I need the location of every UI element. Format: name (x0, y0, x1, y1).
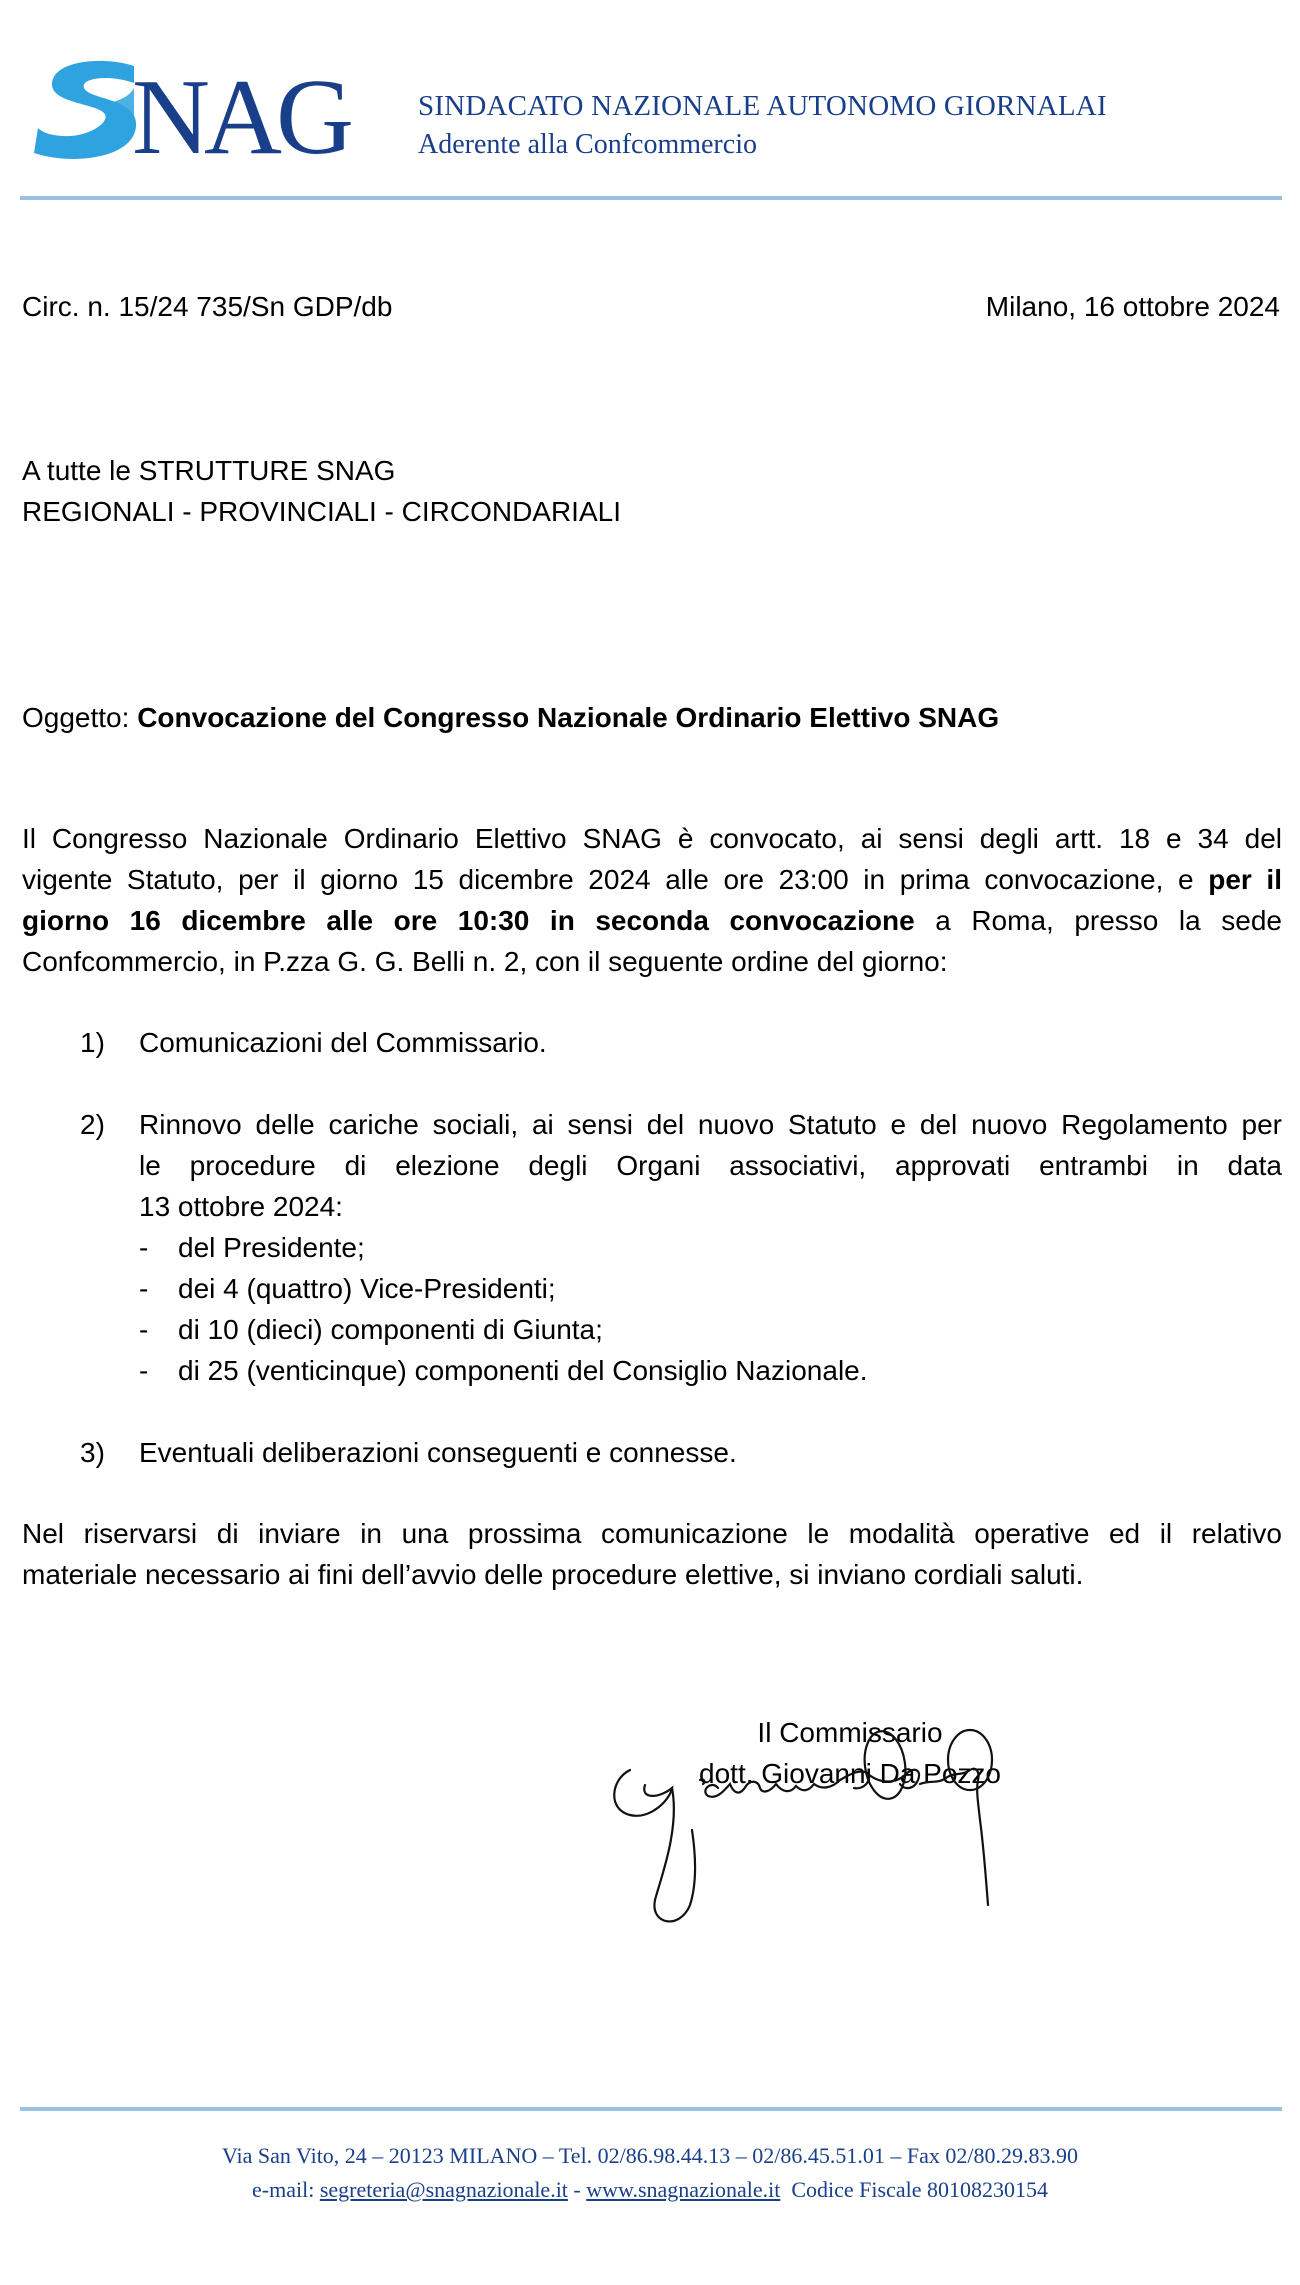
agenda-item-1: Comunicazioni del Commissario. (139, 1027, 547, 1058)
sub-item: di 25 (venticinque) componenti del Consiglio Nazionale. (178, 1355, 868, 1386)
body-line-2-plain: vigente Statuto, per il giorno 15 dicembre 2024 alle ore 23:00 in prima convocazione, e (22, 864, 1209, 895)
body-line-2 (22, 859, 1282, 900)
body-line-3 (22, 900, 1282, 941)
header-divider (20, 196, 1282, 200)
footer-contacts (0, 2177, 1300, 2203)
footer-address: Via San Vito, 24 – 20123 MILANO – Tel. 02/86.98.44.13 – 02/86.45.51.01 – Fax 02/80.29.83.90 (221, 2143, 1079, 2168)
footer-divider (20, 2107, 1282, 2111)
closing-line-1: Nel riservarsi di inviare in una prossima comunicazione le modalità operative ed il relativo (22, 1518, 1282, 1549)
sub-item: di 10 (dieci) componenti di Giunta; (178, 1314, 603, 1345)
sub-item-dash: - (139, 1232, 149, 1263)
agenda-item-3: Eventuali deliberazioni conseguenti e connesse. (139, 1437, 737, 1468)
subject-text: Convocazione del Congresso Nazionale Ordinario Elettivo SNAG (137, 702, 1000, 733)
svg-text:NAG: NAG (132, 58, 348, 177)
agenda-item-2-line-3: 13 ottobre 2024: (139, 1191, 343, 1222)
circular-reference: Circ. n. 15/24 735/Sn GDP/db (22, 291, 393, 322)
sub-item: dei 4 (quattro) Vice-Presidenti; (178, 1273, 556, 1304)
body-line-3-plain: a Roma, presso la sede (914, 905, 1282, 936)
body-line-1: Il Congresso Nazionale Ordinario Elettivo SNAG è convocato, ai sensi degli artt. 18 e 34 del (22, 823, 1282, 854)
snag-logo (34, 58, 348, 177)
recipient-line-2: REGIONALI - PROVINCIALI - CIRCONDARIALI (22, 496, 621, 527)
handwritten-signature (600, 1740, 1120, 1940)
recipient-line-1: A tutte le STRUTTURE SNAG (22, 455, 396, 486)
email-link[interactable]: segreteria@snagnazionale.it (319, 2177, 568, 2202)
subject-label: Oggetto: (22, 702, 138, 733)
organization-header (418, 90, 1107, 161)
agenda-number-2: 2) (80, 1109, 105, 1140)
place-date: Milano, 16 ottobre 2024 (985, 291, 1280, 322)
body-line-2-bold: per il (1208, 864, 1282, 895)
signer-title: Il Commissario (757, 1717, 943, 1748)
email-label: e-mail: (252, 2177, 320, 2202)
subject-line (22, 697, 999, 738)
sub-item-dash: - (139, 1314, 149, 1345)
organization-name: SINDACATO NAZIONALE AUTONOMO GIORNALAI (418, 90, 1107, 122)
sub-item-dash: - (139, 1355, 149, 1386)
closing-line-2: materiale necessario ai fini dell’avvio delle procedure elettive, si inviano cordiali saluti. (22, 1559, 1084, 1590)
website-link[interactable]: www.snagnazionale.it (586, 2177, 781, 2202)
fiscal-code: Codice Fiscale 80108230154 (780, 2177, 1048, 2202)
organization-subtitle: Aderente alla Confcommercio (418, 129, 757, 160)
agenda-item-2-line-1: Rinnovo delle cariche sociali, ai sensi del nuovo Statuto e del nuovo Regolamento per (139, 1109, 1282, 1140)
agenda-item-2-line-2: le procedure di elezione degli Organi associativi, approvati entrambi in data (139, 1150, 1282, 1181)
body-line-3-bold: giorno 16 dicembre alle ore 10:30 in seconda convocazione (22, 905, 915, 936)
body-line-4: Confcommercio, in P.zza G. G. Belli n. 2, con il seguente ordine del giorno: (22, 946, 948, 977)
sub-item: del Presidente; (178, 1232, 365, 1263)
sub-item-dash: - (139, 1273, 149, 1304)
signer-name: dott. Giovanni Da Pozzo (699, 1758, 1001, 1789)
agenda-number-3: 3) (80, 1437, 105, 1468)
footer-separator: - (567, 2177, 587, 2202)
agenda-number-1: 1) (80, 1027, 105, 1058)
